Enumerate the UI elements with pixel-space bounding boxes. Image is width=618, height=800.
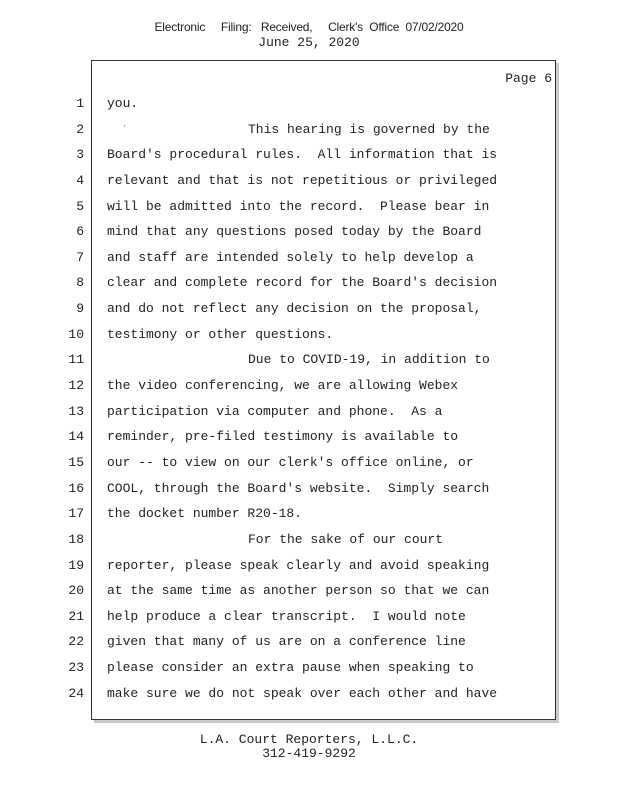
transcript-line	[0, 604, 618, 630]
line-text: and do not reflect any decision on the proposal,	[107, 301, 482, 317]
line-text: please consider an extra pause when speaking to	[107, 660, 474, 676]
transcript-line	[0, 553, 618, 579]
transcript-line	[0, 681, 618, 707]
line-text: and staff are intended solely to help develop a	[107, 249, 474, 265]
line-number: 14	[68, 429, 84, 445]
page-number: Page 6	[505, 71, 552, 86]
transcript-line	[0, 117, 618, 143]
transcript-line	[0, 322, 618, 348]
line-text: COOL, through the Board's website. Simply search	[107, 480, 490, 496]
line-text: relevant and that is not repetitious or privileged	[107, 172, 498, 188]
line-text: the video conferencing, we are allowing Webex	[107, 378, 459, 394]
line-text: For the sake of our court	[248, 531, 444, 547]
line-text: Board's procedural rules. All information that is	[107, 147, 498, 163]
line-number: 16	[68, 480, 84, 496]
line-text: help produce a clear transcript. I would note	[107, 608, 466, 624]
line-number: 12	[68, 378, 84, 394]
transcript-line	[0, 142, 618, 168]
court-reporter-name: L.A. Court Reporters, L.L.C.	[199, 732, 419, 747]
stray-mark-icon: ·	[122, 121, 127, 131]
line-text: will be admitted into the record. Please bear in	[107, 198, 490, 214]
transcript-line	[0, 219, 618, 245]
line-text: clear and complete record for the Board's decision	[107, 275, 498, 291]
line-text: testimony or other questions.	[107, 326, 334, 342]
transcript-line	[0, 347, 618, 373]
transcript-line	[0, 450, 618, 476]
line-number: 21	[68, 608, 84, 624]
transcript-line	[0, 578, 618, 604]
line-text: make sure we do not speak over each other and have	[107, 685, 498, 701]
line-number: 5	[76, 198, 84, 214]
line-number: 2	[76, 121, 84, 137]
court-reporter-phone: 312-419-9292	[262, 746, 356, 761]
transcript-line	[0, 501, 618, 527]
line-number: 8	[76, 275, 84, 291]
transcript-line	[0, 194, 618, 220]
line-text: the docket number R20-18.	[107, 506, 303, 522]
line-number: 9	[76, 301, 84, 317]
line-number: 3	[76, 147, 84, 163]
line-text: our -- to view on our clerk's office online, or	[107, 454, 474, 470]
transcript-line	[0, 629, 618, 655]
filing-stamp: Electronic Filing: Received, Clerk's Office 07/02/2020	[154, 20, 464, 34]
line-text: you.	[107, 96, 139, 111]
line-text: reminder, pre-filed testimony is available to	[107, 429, 459, 445]
line-text: mind that any questions posed today by the Board	[107, 224, 482, 240]
line-text: Due to COVID-19, in addition to	[248, 352, 490, 368]
transcript-line	[0, 270, 618, 296]
line-text: This hearing is governed by the	[248, 121, 490, 137]
line-number: 10	[68, 326, 84, 342]
line-number: 23	[68, 660, 84, 676]
line-number: 17	[68, 506, 84, 522]
transcript-line	[0, 245, 618, 271]
transcript-line	[0, 373, 618, 399]
transcript-line	[0, 168, 618, 194]
line-text: reporter, please speak clearly and avoid speaking	[107, 557, 490, 573]
line-number: 19	[68, 557, 84, 573]
hearing-date: June 25, 2020	[258, 35, 360, 50]
line-text: participation via computer and phone. As a	[107, 403, 443, 419]
footer	[0, 733, 618, 761]
line-number: 15	[68, 454, 84, 470]
line-number: 6	[76, 224, 84, 240]
transcript-line	[0, 476, 618, 502]
transcript-line	[0, 424, 618, 450]
line-text: given that many of us are on a conference line	[107, 634, 466, 650]
line-number: 11	[68, 352, 84, 368]
transcript-line	[0, 399, 618, 425]
line-text: at the same time as another person so that we can	[107, 583, 490, 599]
line-number: 18	[68, 531, 84, 547]
line-number: 1	[76, 96, 84, 111]
transcript-line	[0, 527, 618, 553]
transcript-line	[0, 91, 618, 117]
line-number: 20	[68, 583, 84, 599]
line-number: 24	[68, 685, 84, 701]
transcript-line	[0, 296, 618, 322]
line-number: 4	[76, 172, 84, 188]
line-number: 7	[76, 249, 84, 265]
transcript-lines	[0, 91, 618, 706]
line-number: 13	[68, 403, 84, 419]
line-number: 22	[68, 634, 84, 650]
transcript-line	[0, 655, 618, 681]
